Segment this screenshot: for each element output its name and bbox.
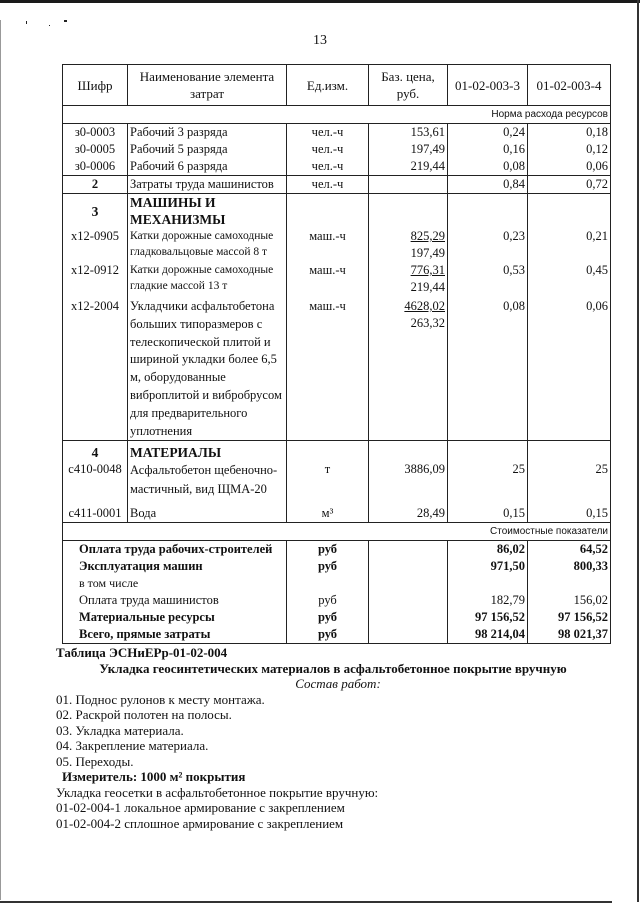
row-name: Вода	[128, 505, 287, 523]
cost-unit: руб	[287, 541, 369, 559]
row-name: Катки дорожные самоходные гладковальцовые массой 8 т	[128, 228, 287, 262]
table-header-row	[63, 65, 611, 106]
intro-text: Укладка геосетки в асфальтобетонное покрытие вручную:	[56, 784, 379, 800]
row-value-2: 0,21	[528, 228, 611, 262]
table-row	[63, 505, 611, 523]
cost-unit: руб	[287, 626, 369, 644]
band-row-norma	[63, 106, 611, 124]
row-price-sub: 197,49	[410, 246, 445, 260]
scan-top-edge	[0, 0, 640, 3]
row-price-main: 4628,02	[404, 299, 445, 313]
section-4-title: МАТЕРИАЛЫ	[128, 441, 287, 462]
section-2-row	[63, 176, 611, 194]
section-4-title-row	[63, 441, 611, 462]
row-name: Рабочий 3 разряда	[128, 124, 287, 142]
cost-label: Оплата труда машинистов	[63, 592, 287, 609]
cost-value-2: 156,02	[528, 592, 611, 609]
row-price-main: 776,31	[410, 263, 445, 277]
header-code: Шифр	[63, 65, 128, 106]
row-price: 3886,09	[369, 461, 448, 505]
table-row	[63, 461, 611, 505]
row-code: х12-2004	[63, 296, 128, 441]
section-2-name: Затраты труда машинистов	[128, 176, 287, 194]
row-code: з0-0005	[63, 141, 128, 158]
table-row	[63, 262, 611, 296]
cost-row	[63, 558, 611, 575]
cost-value-1: 182,79	[448, 592, 528, 609]
row-code: с411-0001	[63, 505, 128, 523]
row-code: з0-0006	[63, 158, 128, 176]
empty-cell	[369, 541, 448, 559]
row-value-2: 0,06	[528, 296, 611, 441]
cost-unit: руб	[287, 592, 369, 609]
row-code: з0-0003	[63, 124, 128, 142]
work-step: 04. Закрепление материала.	[56, 738, 209, 753]
empty-cell	[369, 626, 448, 644]
cost-row	[63, 541, 611, 559]
section-3-title: МАШИНЫ И МЕХАНИЗМЫ	[128, 194, 287, 229]
cost-value-1	[448, 575, 528, 592]
scan-speck	[26, 21, 27, 24]
row-value-2: 25	[528, 461, 611, 505]
row-price	[369, 262, 448, 296]
row-name: Асфальтобетон щебеночно-мастичный, вид ЩМА-20	[128, 461, 287, 505]
row-unit: т	[287, 461, 369, 505]
item-list	[56, 800, 628, 831]
row-price	[369, 228, 448, 262]
row-value-1: 0,15	[448, 505, 528, 523]
cost-label: Оплата труда рабочих-строителей	[63, 541, 287, 559]
band-norma-label: Норма расхода ресурсов	[63, 106, 611, 124]
cost-value-2: 98 021,37	[528, 626, 611, 644]
cost-value-1: 86,02	[448, 541, 528, 559]
table-row	[63, 158, 611, 176]
cost-value-2: 64,52	[528, 541, 611, 559]
cost-value-1: 971,50	[448, 558, 528, 575]
row-value-1: 0,16	[448, 141, 528, 158]
section-2-code: 2	[63, 176, 128, 194]
row-name: Катки дорожные самоходные гладкие массой 13 т	[128, 262, 287, 296]
cost-value-2: 800,33	[528, 558, 611, 575]
empty-cell	[528, 194, 611, 229]
table-row	[63, 124, 611, 142]
cost-value-2: 97 156,52	[528, 609, 611, 626]
row-code: с410-0048	[63, 461, 128, 505]
row-unit: чел.-ч	[287, 158, 369, 176]
header-price: Баз. цена, руб.	[369, 65, 448, 106]
row-price-sub: 219,44	[410, 280, 445, 294]
empty-cell	[369, 592, 448, 609]
cost-value-1: 97 156,52	[448, 609, 528, 626]
cost-row	[63, 592, 611, 609]
scan-speck	[64, 20, 67, 22]
next-table-subtitle: Укладка геосинтетических материалов в асфальтобетонное покрытие вручную	[99, 660, 567, 676]
row-price: 219,44	[369, 158, 448, 176]
cost-row	[63, 575, 611, 592]
row-unit: маш.-ч	[287, 228, 369, 262]
table-row	[63, 228, 611, 262]
row-name: Рабочий 5 разряда	[128, 141, 287, 158]
row-code: х12-0912	[63, 262, 128, 296]
section-2-unit: чел.-ч	[287, 176, 369, 194]
resource-norms-table	[62, 64, 611, 644]
band-cost-label: Стоимостные показатели	[63, 523, 611, 541]
row-value-1: 25	[448, 461, 528, 505]
header-name: Наименование элемента затрат	[128, 65, 287, 106]
section-2-price	[369, 176, 448, 194]
row-unit: маш.-ч	[287, 296, 369, 441]
page-number: 13	[313, 33, 327, 48]
row-price: 153,61	[369, 124, 448, 142]
empty-cell	[369, 609, 448, 626]
work-steps-list	[56, 692, 628, 770]
section-4-code: 4	[63, 441, 128, 462]
cost-unit: руб	[287, 609, 369, 626]
empty-cell	[448, 441, 528, 462]
next-table-title: Таблица ЭСНиЕРр-01-02-004	[56, 645, 228, 660]
empty-cell	[287, 441, 369, 462]
empty-cell	[448, 194, 528, 229]
table-row	[63, 296, 611, 441]
row-value-2: 0,15	[528, 505, 611, 523]
row-value-2: 0,45	[528, 262, 611, 296]
cost-unit	[287, 575, 369, 592]
empty-cell	[369, 575, 448, 592]
scan-right-edge	[637, 0, 639, 902]
cost-unit: руб	[287, 558, 369, 575]
row-value-2: 0,18	[528, 124, 611, 142]
cost-row	[63, 609, 611, 626]
item: 01-02-004-2 сплошное армирование с закреплением	[56, 815, 344, 831]
row-price: 197,49	[369, 141, 448, 158]
header-col-003-4: 01-02-003-4	[528, 65, 611, 106]
work-step: 02. Раскрой полотен на полосы.	[56, 707, 232, 722]
scan-left-edge	[0, 20, 1, 900]
section-2-value-1: 0,84	[448, 176, 528, 194]
row-price-main: 825,29	[410, 229, 445, 243]
empty-cell	[369, 194, 448, 229]
table-row	[63, 141, 611, 158]
next-table-section	[56, 645, 628, 831]
cost-row	[63, 626, 611, 644]
empty-cell	[369, 441, 448, 462]
row-price	[369, 296, 448, 441]
work-step: 01. Поднос рулонов к месту монтажа.	[56, 691, 265, 707]
section-2-value-2: 0,72	[528, 176, 611, 194]
scan-speck	[49, 25, 50, 26]
cost-label: Всего, прямые затраты	[63, 626, 287, 644]
work-step: 05. Переходы.	[56, 753, 134, 769]
row-price: 28,49	[369, 505, 448, 523]
row-value-1: 0,08	[448, 158, 528, 176]
scan-bottom-edge	[0, 901, 612, 903]
cost-value-1: 98 214,04	[448, 626, 528, 644]
measure-unit: Измеритель: 1000 м² покрытия	[62, 769, 246, 784]
row-name: Рабочий 6 разряда	[128, 158, 287, 176]
empty-cell	[528, 441, 611, 462]
row-price-sub: 263,32	[410, 316, 445, 330]
row-unit: м³	[287, 505, 369, 523]
row-value-2: 0,06	[528, 158, 611, 176]
empty-cell	[369, 558, 448, 575]
cost-value-2	[528, 575, 611, 592]
section-3-title-row	[63, 194, 611, 229]
cost-label: Материальные ресурсы	[63, 609, 287, 626]
item: 01-02-004-1 локальное армирование с закреплением	[56, 800, 345, 815]
cost-label: в том числе	[63, 575, 287, 592]
empty-cell	[287, 194, 369, 229]
row-value-2: 0,12	[528, 141, 611, 158]
row-unit: чел.-ч	[287, 141, 369, 158]
section-3-code: 3	[63, 194, 128, 229]
row-unit: маш.-ч	[287, 262, 369, 296]
row-value-1: 0,23	[448, 228, 528, 262]
composition-label: Состав работ:	[295, 676, 381, 691]
row-value-1: 0,08	[448, 296, 528, 441]
work-step: 03. Укладка материала.	[56, 722, 184, 738]
row-value-1: 0,24	[448, 124, 528, 142]
row-name: Укладчики асфальтобетона больших типоразмеров с телескопической плитой и шириной укладки более 6,5 м, оборудованные виброплитой и вибробрусом для предварительного уплотнения	[128, 296, 287, 441]
row-value-1: 0,53	[448, 262, 528, 296]
row-code: х12-0905	[63, 228, 128, 262]
band-row-cost	[63, 523, 611, 541]
row-unit: чел.-ч	[287, 124, 369, 142]
header-col-003-3: 01-02-003-3	[448, 65, 528, 106]
cost-label: Эксплуатация машин	[63, 558, 287, 575]
header-unit: Ед.изм.	[287, 65, 369, 106]
